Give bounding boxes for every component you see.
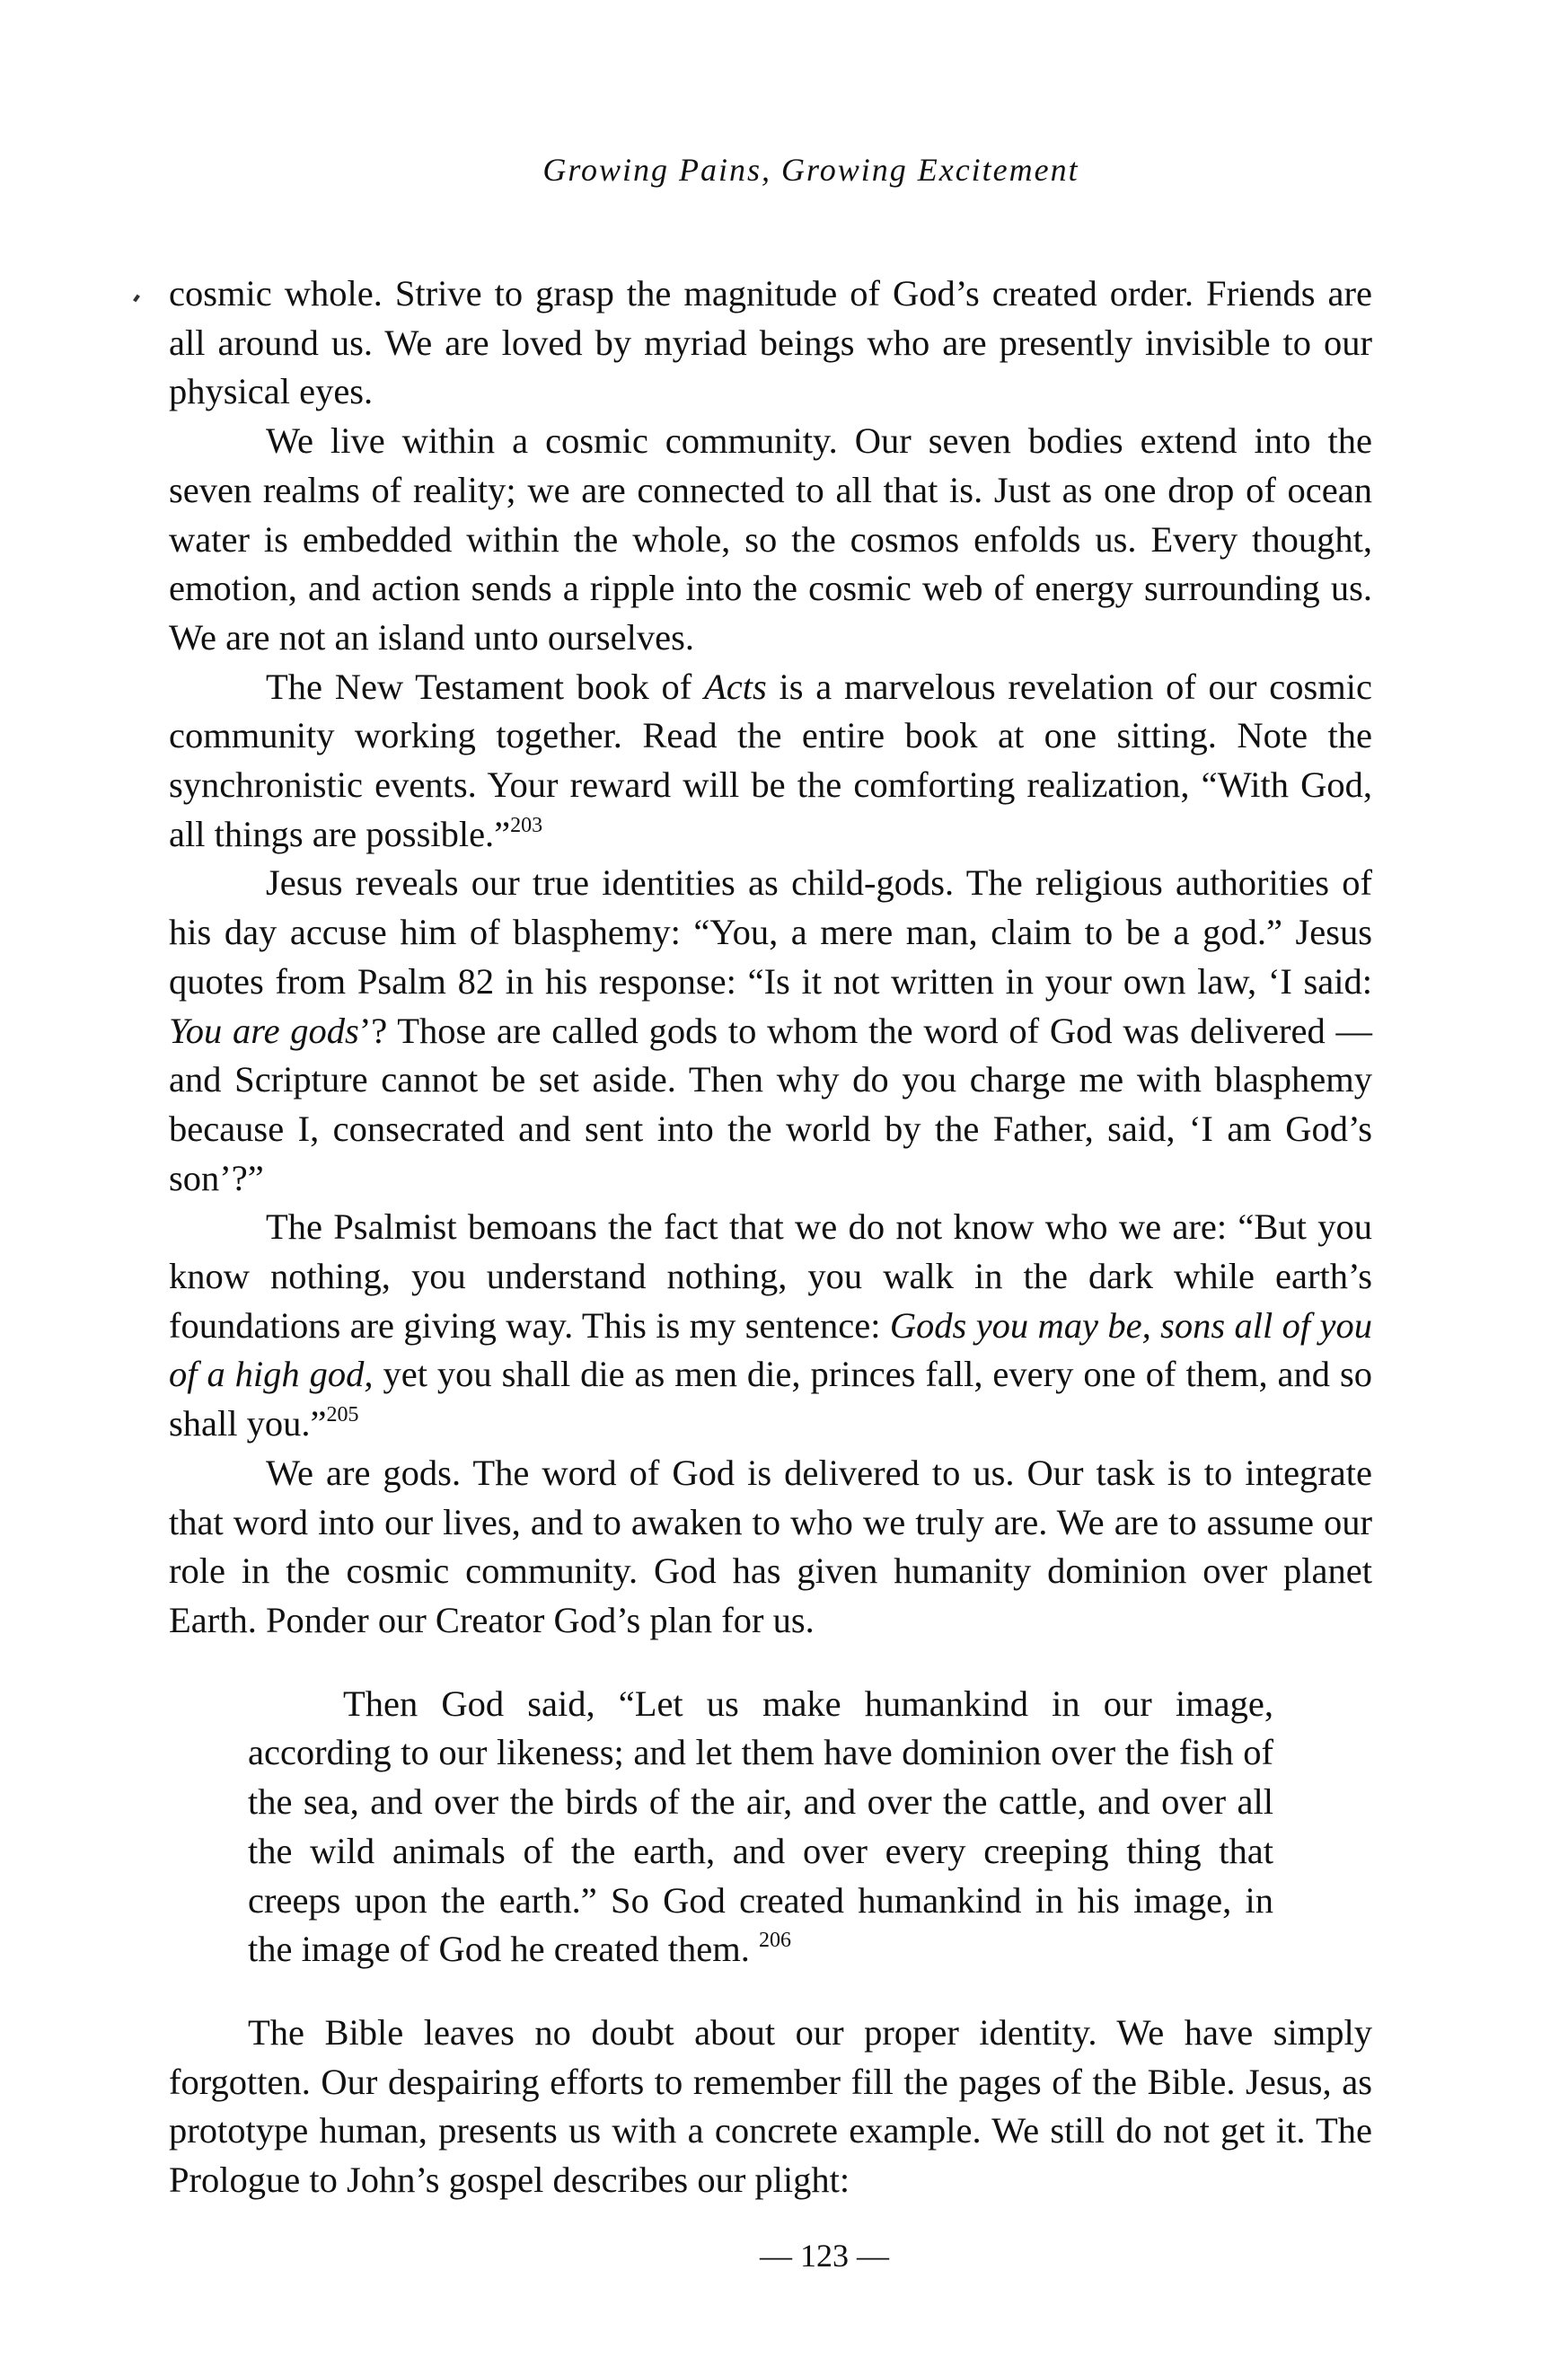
paragraph-5 [169,1203,1372,1449]
quote-gods-you-may-be: Gods you may be, sons all of you of a high god, [169,1304,1372,1395]
paragraph-5-text-a: The Psalmist bemoans the fact that we do not know who we are: “But you know nothing, you understand nothing, you walk in the dark while earth’s foundations are giving way. This is my sentence: [169,1206,1372,1346]
paragraph-5-text-b: yet you shall die as men die, princes fall, every one of them, and so shall you.” [169,1354,1372,1444]
paragraph-2 [169,417,1372,663]
paragraph-4-text-b: ’? Those are called gods to whom the word of God was delivered — and Scripture cannot be set aside. Then why do you charge me with blasphemy because I, consecrated and sent into the world by the Father, said, ‘I am God’s son’?” [169,1010,1372,1198]
closing-paragraph: The Bible leaves no doubt about our proper identity. We have simply forgotten. Our despairing efforts to remember fill the pages of the Bible. Jesus, as prototype human, presents us with a concrete example. We still do not get it. The Prologue to John’s gospel describes our plight: [169,2011,1372,2201]
page-number: — 123 — [760,2238,889,2274]
paragraph-3 [169,663,1372,860]
paragraph-4 [169,859,1372,1203]
paragraph-6 [169,1449,1372,1646]
paragraph-6-text: We are gods. The word of God is delivered to us. Our task is to integrate that word into our lives, and to awaken to who we truly are. We are to assume our role in the cosmic community. God has given humanity dominion over planet Earth. Ponder our Creator God’s plan for us. [169,1452,1372,1640]
paragraph-3-text-b: is a marvelous revelation of our cosmic community working together. Read the entire book at one sitting. Note the synchronistic events. Your reward will be the comforting realization, “With God, all things are possible.” [169,666,1372,854]
scan-speck [133,295,140,303]
book-title-acts: Acts [704,666,767,707]
block-quote [248,1680,1273,1974]
paragraph-1-text: cosmic whole. Strive to grasp the magnitude of God’s created order. Friends are all around us. We are loved by myriad beings who are presently invisible to our physical eyes. [169,273,1372,412]
paragraph-1 [169,269,1372,417]
footnote-ref-203: 203 [510,813,543,837]
block-quote-text: Then God said, “Let us make humankind in our image, according to our likeness; and let them have dominion over the fish of the sea, and over the birds of the air, and over the cattle, and over all the wild animals of the earth, and over every creeping thing that creeps upon the earth.” So God created humankind in his image, in the image of God he created them. [248,1683,1273,1970]
paragraph-3-text-a: The New Testament book of [266,666,705,707]
paragraph-4-text-a: Jesus reveals our true identities as child-gods. The religious authorities of his day accuse him of blasphemy: “You, a mere man, claim to be a god.” Jesus quotes from Psalm 82 in his response: “Is it not written in your own law, ‘I said: [169,862,1372,1002]
footnote-ref-205: 205 [326,1403,359,1427]
footnote-ref-206: 206 [759,1929,792,1953]
paragraph-2-text: We live within a cosmic community. Our seven bodies extend into the seven realms of reality; we are connected to all that is. Just as one drop of ocean water is embedded within the whole, so the cosmos enfolds us. Every thought, emotion, and action sends a ripple into the cosmic web of energy surrounding us. We are not an island unto ourselves. [169,420,1372,658]
body-text [169,269,1372,2205]
quote-you-are-gods: You are gods [169,1010,359,1051]
running-head: Growing Pains, Growing Excitement [542,152,1079,188]
